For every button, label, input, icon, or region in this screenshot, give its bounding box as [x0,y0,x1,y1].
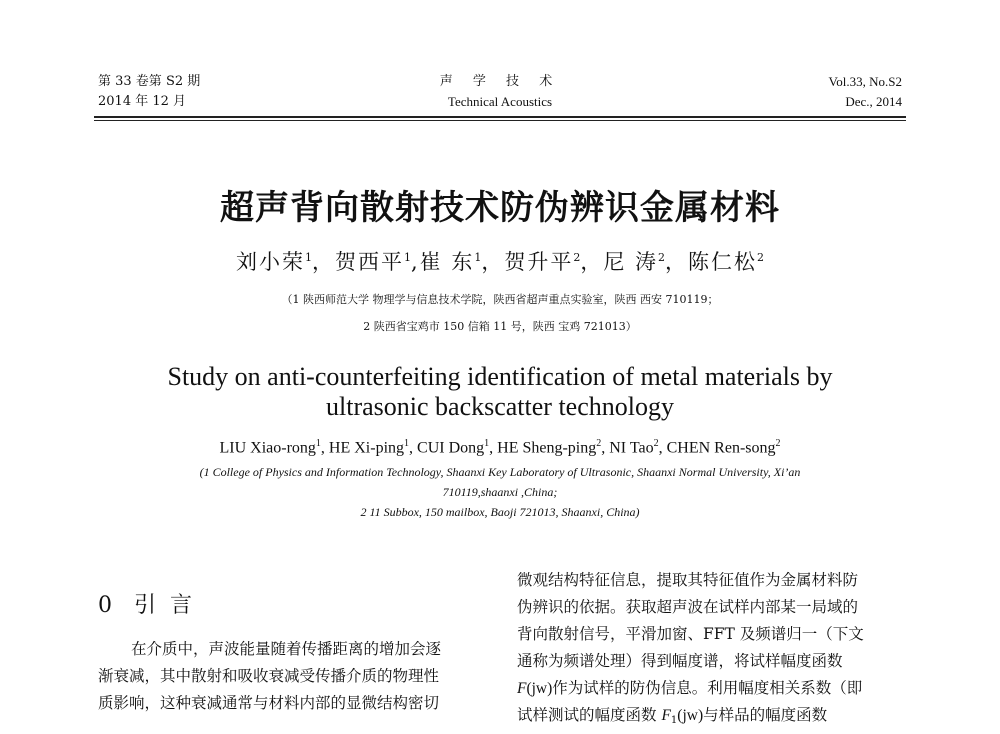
author-name: 贺升平 [504,250,574,274]
section-title: 引言 [134,593,207,618]
author-affiliation-mark: 2 [596,438,602,449]
affiliation-en-line2: 710119,shaanxi ,China; [442,485,558,499]
date-en: Dec., 2014 [845,94,902,109]
body-line: 伪辨识的依据。获取超声波在试样内部某一局域的 [517,598,859,616]
body-line: 质影响，这种衰减通常与材料内部的显微结构密切 [98,694,440,712]
author-affiliation-mark: 1 [315,438,321,449]
section-number: 0 [98,593,112,618]
paper-title-en [0,362,1000,422]
body-line: 渐衰减，其中散射和吸收衰减受传播介质的物理性 [98,667,440,685]
author-affiliation-mark: 2 [573,251,581,264]
author-separator: ， [580,250,604,274]
affiliation-en-line3: 2 11 Subbox, 150 mailbox, Baoji 721013, Shaanxi, China) [360,505,640,519]
author-name: 崔 东 [419,250,475,274]
author-name: HE Sheng-ping [497,439,597,457]
affiliation-cn-line1: （1 陕西师范大学 物理学与信息技术学院，陕西省超声重点实验室，陕西 西安 710119； [281,293,719,306]
author-name: 尼 涛 [603,250,659,274]
author-separator: , [601,439,610,457]
body-line: 在介质中，声波能量随着传播距离的增加会逐 [131,640,442,658]
author-separator: , [489,439,498,457]
affiliation-cn-line2: 2 陕西省宝鸡市 150 信箱 11 号，陕西 宝鸡 721013） [363,320,637,333]
author-separator: , [410,250,420,274]
author-affiliation-mark: 1 [474,251,482,264]
affiliation-en-line1: (1 College of Physics and Information Technology, Shaanxi Key Laboratory of Ultrasonic, Shaanxi Normal University, Xi’an [199,465,801,479]
author-separator: , [320,439,329,457]
body-line-formula [517,702,905,734]
body-text: 试样测试的幅度函数 [517,706,662,724]
header-rule-thick [94,116,906,118]
author-name: 陈仁松 [688,250,758,274]
body-line-formula [517,675,905,702]
volume-en: Vol.33, No.S2 [828,74,902,89]
body-text: 与样品的幅度函数 [703,706,828,724]
paper-title-cn: 超声背向散射技术防伪辨识金属材料 [220,188,780,228]
author-name: 刘小荣 [235,250,305,274]
author-affiliation-mark: 1 [484,438,490,449]
author-affiliation-mark: 1 [304,251,312,264]
author-list-en [0,438,1000,457]
author-name: NI Tao [609,439,654,457]
formula-arg: (jw) [526,680,553,697]
author-name: HE Xi-ping [328,439,405,457]
author-separator: , [409,439,418,457]
body-line: 微观结构特征信息，提取其特征值作为金属材料防 [517,571,859,589]
date-cn: 2014 年 12 月 [98,94,187,109]
body-right-column [517,567,905,734]
journal-name-en: Technical Acoustics [447,94,553,109]
author-affiliation-mark: 1 [403,251,411,264]
formula-arg: (jw) [677,707,704,724]
author-name: 贺西平 [334,250,404,274]
body-line: 背向散射信号，平滑加窗、FFT 及频谱归一（下文 [517,625,864,643]
volume-cn: 第 33 卷第 S2 期 [98,74,201,89]
author-separator: ， [481,250,505,274]
author-affiliation-mark: 2 [658,251,666,264]
author-affiliation-mark: 2 [757,251,765,264]
author-separator: , [658,439,667,457]
body-text: 作为试样的防伪信息。利用幅度相关系数（即 [552,679,863,697]
author-affiliation-mark: 2 [775,438,781,449]
author-name: CUI Dong [417,439,485,457]
author-list-cn [0,246,1000,276]
author-separator: ， [311,250,335,274]
paper-title-en-line2: ultrasonic backscatter technology [326,392,674,421]
variable-f: F [517,680,527,697]
paper-title-en-line1: Study on anti-counterfeiting identification of metal materials by [167,362,833,391]
journal-issue-en [829,72,902,112]
author-affiliation-mark: 1 [404,438,410,449]
author-name: CHEN Ren-song [666,439,776,457]
author-separator: ， [665,250,689,274]
variable-f1: F [661,707,671,724]
subscript: 1 [670,715,678,726]
author-affiliation-mark: 2 [653,438,659,449]
section-heading [98,588,206,619]
body-line: 通称为频谱处理）得到幅度谱，将试样幅度函数 [517,652,843,670]
body-left-column [98,636,482,717]
author-name: LIU Xiao-rong [219,439,316,457]
header-rule-thin [94,120,906,121]
journal-name-cn: 声 学 技 术 [439,74,561,89]
